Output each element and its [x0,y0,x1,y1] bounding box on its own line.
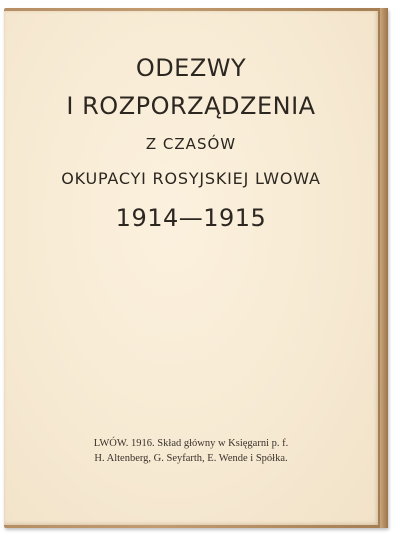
cover-edge [380,8,388,528]
title-line-2: I ROZPORZĄDZENIA [66,92,316,120]
imprint-line-2: H. Altenberg, G. Seyfarth, E. Wende i Spółka. [94,453,288,464]
title-line-1: ODEZWY [135,54,247,82]
imprint-line-1: LWÓW. 1916. Skład główny w Księgarni p. f. [93,438,289,449]
title-years: 1914—1915 [115,204,267,232]
title-line-4: OKUPACYI ROSYJSKIEJ LWOWA [61,169,321,188]
title-page [4,11,378,525]
title-line-3: Z CZASÓW [145,135,237,153]
